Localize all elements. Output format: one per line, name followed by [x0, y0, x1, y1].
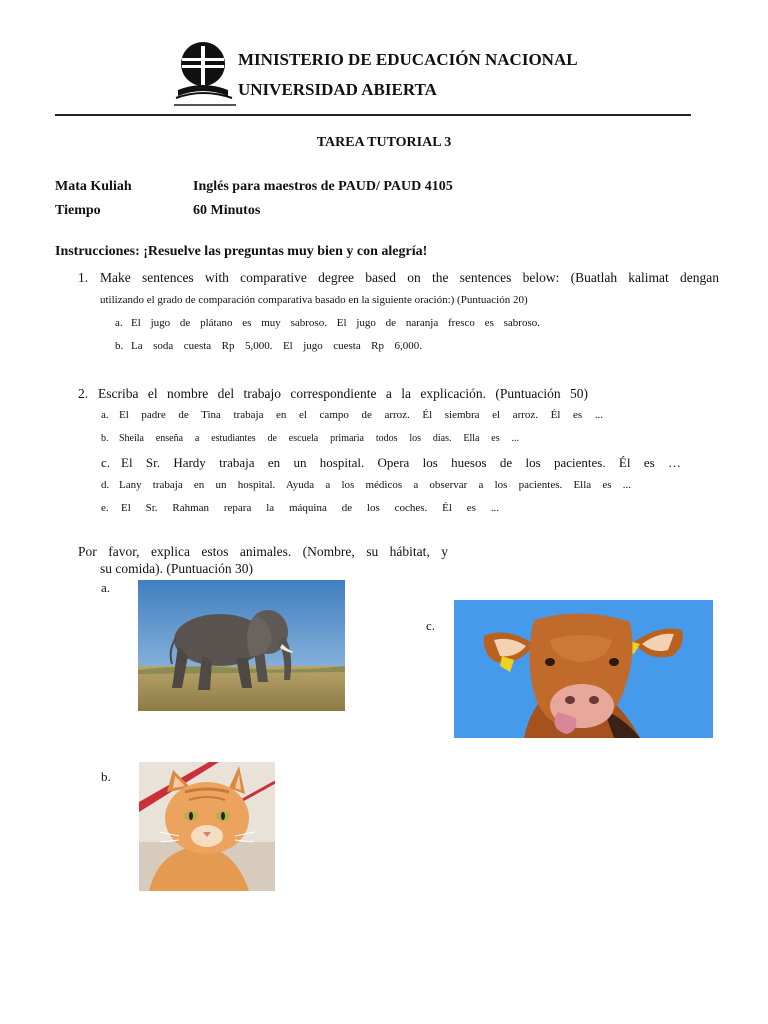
cow-photo: [454, 600, 713, 738]
question-2d-letter: d.: [101, 479, 110, 491]
time-label: Tiempo: [55, 203, 101, 218]
elephant-photo: [138, 580, 345, 711]
question-1-number: 1.: [78, 270, 89, 285]
ministry-name: MINISTERIO DE EDUCACIÓN NACIONAL: [238, 50, 578, 69]
question-2d-text: Lany trabaja en un hospital. Ayuda a los médicos a observar a los pacientes. Ella es ...: [119, 479, 631, 491]
question-2-number: 2.: [78, 386, 89, 401]
instructions: Instrucciones: ¡Resuelve las preguntas muy bien y con alegría!: [55, 244, 428, 259]
animal-a-label: a.: [101, 580, 111, 595]
question-1-line1: Make sentences with comparative degree based on the sentences below: (Buatlah kalimat dengan: [100, 270, 719, 285]
course-value: Inglés para maestros de PAUD/ PAUD 4105: [193, 179, 453, 194]
page-title: TAREA TUTORIAL 3: [316, 135, 452, 150]
header-divider: [55, 114, 691, 116]
university-logo: [172, 40, 238, 110]
question-1a-text: El jugo de plátano es muy sabroso. El jugo de naranja fresco es sabroso.: [131, 317, 540, 329]
question-2-text: Escriba el nombre del trabajo correspondiente a la explicación. (Puntuación 50): [98, 386, 588, 401]
question-2e-letter: e.: [101, 502, 109, 514]
question-3-line2: su comida). (Puntuación 30): [100, 561, 253, 576]
university-name: UNIVERSIDAD ABIERTA: [238, 80, 437, 99]
animal-c-label: c.: [426, 618, 436, 633]
animal-b-label: b.: [101, 769, 111, 784]
question-2b-letter: b.: [101, 433, 109, 444]
time-value: 60 Minutos: [193, 203, 261, 218]
question-3-line1: Por favor, explica estos animales. (Nombre, su hábitat, y: [78, 544, 448, 559]
question-2a-text: El padre de Tina trabaja en el campo de arroz. Él siembra el arroz. Él es ...: [119, 409, 603, 421]
course-label: Mata Kuliah: [55, 179, 132, 194]
question-1b-letter: b.: [115, 340, 124, 352]
question-2a-letter: a.: [101, 409, 109, 421]
question-2b-text: Sheila enseña a estudiantes de escuela primaria todos los días. Ella es ...: [119, 433, 519, 444]
question-1b-text: La soda cuesta Rp 5,000. El jugo cuesta Rp 6,000.: [131, 340, 422, 352]
cat-photo: [139, 762, 275, 891]
question-2c-text: El Sr. Hardy trabaja en un hospital. Opera los huesos de los pacientes. Él es …: [121, 455, 681, 470]
question-2c-letter: c.: [101, 455, 111, 470]
question-1-line2: utilizando el grado de comparación comparativa basado en la siguiente oración:) (Puntuación 20): [100, 294, 528, 306]
question-1a-letter: a.: [115, 317, 123, 329]
question-2e-text: El Sr. Rahman repara la máquina de los coches. Él es ...: [121, 502, 499, 514]
